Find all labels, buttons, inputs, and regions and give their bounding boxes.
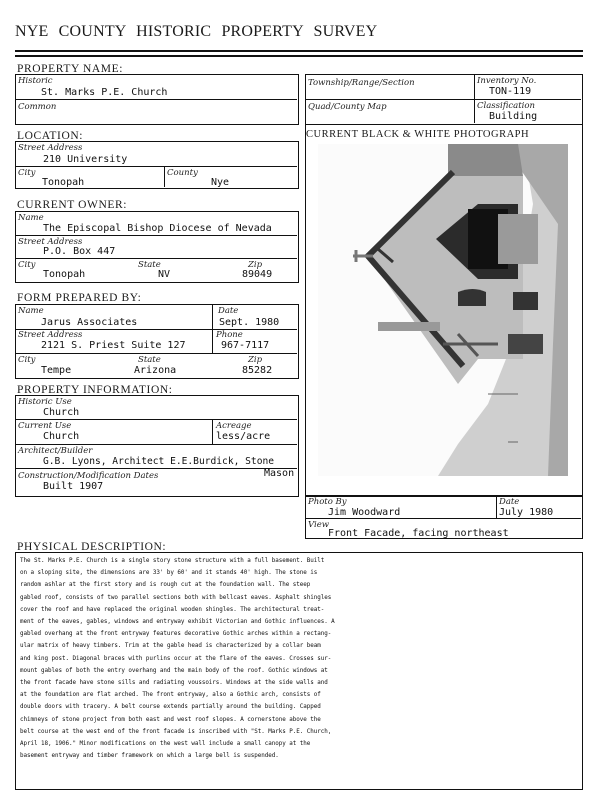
owner-zip-label: Zip: [248, 260, 263, 270]
classification-value[interactable]: Building: [489, 111, 538, 122]
architect-value-continued[interactable]: Mason: [264, 468, 295, 479]
preparer-state-label: State: [138, 355, 161, 365]
photo-date-value[interactable]: July 1980: [499, 507, 554, 518]
preparer-street-value[interactable]: 2121 S. Priest Suite 127: [41, 340, 186, 351]
physical-description-heading: PHYSICAL DESCRIPTION:: [17, 541, 167, 553]
architect-value[interactable]: G.B. Lyons, Architect E.E.Burdick, Stone: [43, 456, 275, 467]
photograph-frame: [305, 124, 583, 497]
preparer-name-label: Name: [18, 306, 44, 316]
township-label: Township/Range/Section: [308, 78, 415, 88]
photo-bell-post: [378, 322, 440, 331]
physical-description-text: [20, 555, 580, 762]
photo-view-value[interactable]: Front Facade, facing northeast: [328, 528, 509, 539]
acreage-value[interactable]: less/acre: [216, 431, 271, 442]
description-line: random ashlar at the first story and is rough cut at the foundation wall. The steep: [20, 582, 311, 589]
description-line: chimneys of stone project from both east and west roof slopes. A cornerstone above the: [20, 716, 321, 723]
photograph-heading: CURRENT BLACK & WHITE PHOTOGRAPH: [306, 129, 530, 140]
preparer-city-value[interactable]: Tempe: [41, 365, 72, 376]
form-title: NYE COUNTY HISTORIC PROPERTY SURVEY: [15, 23, 378, 40]
photo-by-label: Photo By: [308, 497, 347, 507]
description-line: ular matrix of heavy timbers. Trim at the gable head is characterized by a collar beam: [20, 643, 321, 650]
owner-name-value[interactable]: The Episcopal Bishop Diocese of Nevada: [43, 223, 272, 234]
property-information-box: [15, 395, 299, 497]
acreage-label: Acreage: [216, 421, 252, 431]
photo-basement-door: [508, 334, 543, 354]
preparer-zip-value[interactable]: 85282: [242, 365, 273, 376]
owner-city-value[interactable]: Tonopah: [43, 269, 86, 280]
preparer-zip-label: Zip: [248, 355, 263, 365]
preparer-name-value[interactable]: Jarus Associates: [41, 317, 138, 328]
description-line: April 18, 1906." Minor modifications on the west wall include a small canopy at the: [20, 741, 311, 748]
current-use-label: Current Use: [18, 421, 72, 431]
inventory-number-label: Inventory No.: [477, 76, 537, 86]
preparer-date-label: Date: [218, 306, 239, 316]
classification-label: Classification: [477, 101, 535, 111]
owner-zip-value[interactable]: 89049: [242, 269, 273, 280]
description-line: The St. Marks P.E. Church is a single story stone structure with a full basement. Built: [20, 558, 325, 564]
owner-street-value[interactable]: P.O. Box 447: [43, 246, 116, 257]
architect-label: Architect/Builder: [18, 446, 93, 456]
historic-name-label: Historic: [18, 76, 53, 86]
photo-gothic-window: [458, 289, 486, 306]
location-county-value[interactable]: Nye: [211, 177, 230, 188]
location-box: [15, 141, 299, 189]
property-information-heading: PROPERTY INFORMATION:: [17, 384, 173, 396]
current-use-value[interactable]: Church: [43, 431, 80, 442]
location-street-label: Street Address: [18, 143, 83, 153]
historic-use-value[interactable]: Church: [43, 407, 80, 418]
location-city-value[interactable]: Tonopah: [42, 177, 85, 188]
preparer-state-value[interactable]: Arizona: [134, 365, 177, 376]
church-photograph: [318, 144, 568, 476]
location-county-label: County: [167, 168, 198, 178]
description-line: at the foundation are flat arched. The front entryway, also a Gothic arch, consists of: [20, 692, 321, 699]
description-line: basement entryway and timber framework on which a large bell is suspended.: [20, 753, 279, 760]
historic-use-label: Historic Use: [18, 397, 72, 407]
description-line: and king post. Diagonal braces with purlins occur at the flare of the eaves. Crosses sur-: [20, 655, 332, 662]
construction-dates-label: Construction/Modification Dates: [18, 471, 159, 481]
current-owner-heading: CURRENT OWNER:: [17, 199, 128, 211]
title-rule-bottom: [15, 55, 583, 57]
description-line: double doors with tracery. A belt course extends partially around the building. Capped: [20, 704, 321, 711]
photo-date-label: Date: [499, 497, 520, 507]
survey-ids-box: [305, 74, 583, 125]
property-name-box: [15, 74, 299, 125]
owner-state-label: State: [138, 260, 161, 270]
preparer-street-label: Street Address: [18, 330, 83, 340]
form-prepared-by-box: [15, 304, 299, 379]
preparer-city-label: City: [18, 355, 36, 365]
common-name-label: Common: [18, 102, 57, 112]
description-line: on a sloping site, the dimensions are 33' by 60' and it stands 40' high. The stone is: [20, 570, 318, 577]
photo-view-label: View: [308, 520, 330, 530]
location-city-label: City: [18, 168, 36, 178]
location-street-value[interactable]: 210 University: [43, 154, 128, 165]
title-rule-top: [15, 50, 583, 52]
description-line: belt course at the west end of the front facade is inscribed with "St. Marks P.E. Church,: [20, 728, 332, 735]
description-line: cover the roof and have replaced the original wooden shingles. The architectural treat-: [20, 606, 325, 613]
historic-name-value[interactable]: St. Marks P.E. Church: [41, 87, 168, 98]
property-name-heading: PROPERTY NAME:: [17, 63, 124, 75]
owner-name-label: Name: [18, 213, 44, 223]
description-line: gabled roof, consists of two parallel sections both with bellcast eaves. Asphalt shingles: [20, 594, 332, 601]
photo-side-wall: [448, 144, 523, 176]
description-line: gabled overhang at the front entryway features decorative Gothic arches within a rectang-: [20, 631, 332, 638]
description-line: mount gables of both the entry overhang and the main body of the roof. Gothic windows at: [20, 667, 328, 674]
photo-info-box: [305, 495, 583, 539]
inventory-number-value[interactable]: TON-119: [489, 86, 532, 97]
owner-state-value[interactable]: NV: [158, 269, 171, 280]
owner-city-label: City: [18, 260, 36, 270]
form-prepared-by-heading: FORM PREPARED BY:: [17, 292, 142, 304]
photo-by-value[interactable]: Jim Woodward: [328, 507, 401, 518]
preparer-phone-label: Phone: [216, 330, 243, 340]
preparer-date-value[interactable]: Sept. 1980: [219, 317, 280, 328]
construction-dates-value[interactable]: Built 1907: [43, 481, 104, 492]
description-line: ment of the eaves, gables, windows and entryway exhibit Victorian and Gothic influences. A: [20, 619, 335, 626]
location-heading: LOCATION:: [17, 130, 84, 142]
current-owner-box: [15, 211, 299, 283]
preparer-phone-value[interactable]: 967-7117: [221, 340, 270, 351]
description-line: the front facade have stone sills and radiating voussoirs. Windows at the side walls and: [20, 680, 328, 687]
owner-street-label: Street Address: [18, 237, 83, 247]
quad-map-label: Quad/County Map: [308, 102, 387, 112]
